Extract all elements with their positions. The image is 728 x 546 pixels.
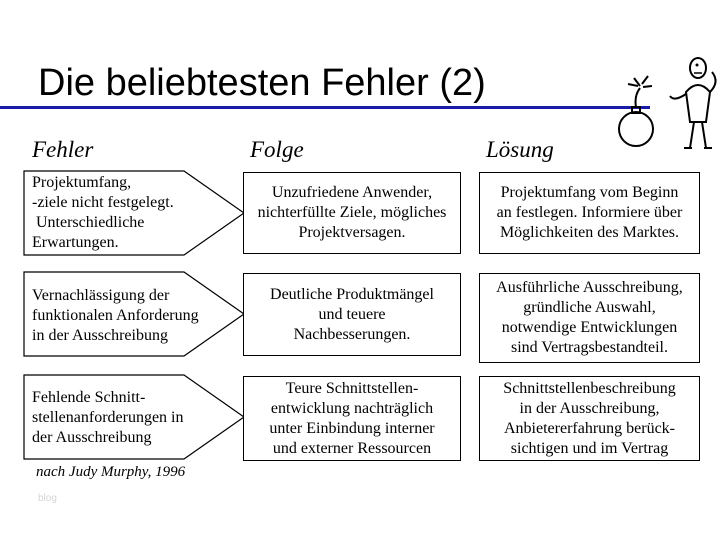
watermark: blog: [38, 493, 57, 504]
loesung-box: Projektumfang vom Beginn an festlegen. Informiere über Möglichkeiten des Marktes.: [479, 172, 700, 254]
header-loesung: Lösung: [486, 137, 554, 162]
folge-box: Teure Schnittstellen- entwicklung nachträglich unter Einbindung interner und externer Ressourcen: [243, 376, 461, 461]
folge-box: Deutliche Produktmängel und teuere Nachbesserungen.: [243, 273, 461, 356]
folge-box: Unzufriedene Anwender, nichterfüllte Ziele, mögliches Projektversagen.: [243, 172, 461, 254]
fehler-text: Fehlende Schnitt- stellenanforderungen in der Ausschreibung: [32, 389, 184, 446]
cartoon-figure-with-bomb-icon: [612, 52, 724, 152]
page-title: Die beliebtesten Fehler (2): [38, 62, 486, 104]
fehler-text: Vernachlässigung der funktionalen Anforderung in der Ausschreibung: [32, 287, 199, 344]
header-fehler: Fehler: [32, 137, 94, 162]
loesung-box: Ausführliche Ausschreibung, gründliche Auswahl, notwendige Entwicklungen sind Vertragsbestandteil.: [479, 273, 700, 363]
loesung-box: Schnittstellenbeschreibung in der Ausschreibung, Anbietererfahrung berück- sichtigen und im Vertrag: [479, 376, 700, 461]
fehler-text: Projektumfang, -ziele nicht festgelegt. Unterschiedliche Erwartungen.: [32, 174, 174, 251]
title-divider: [0, 106, 650, 109]
source-citation: nach Judy Murphy, 1996: [36, 464, 186, 480]
header-folge: Folge: [250, 137, 304, 162]
